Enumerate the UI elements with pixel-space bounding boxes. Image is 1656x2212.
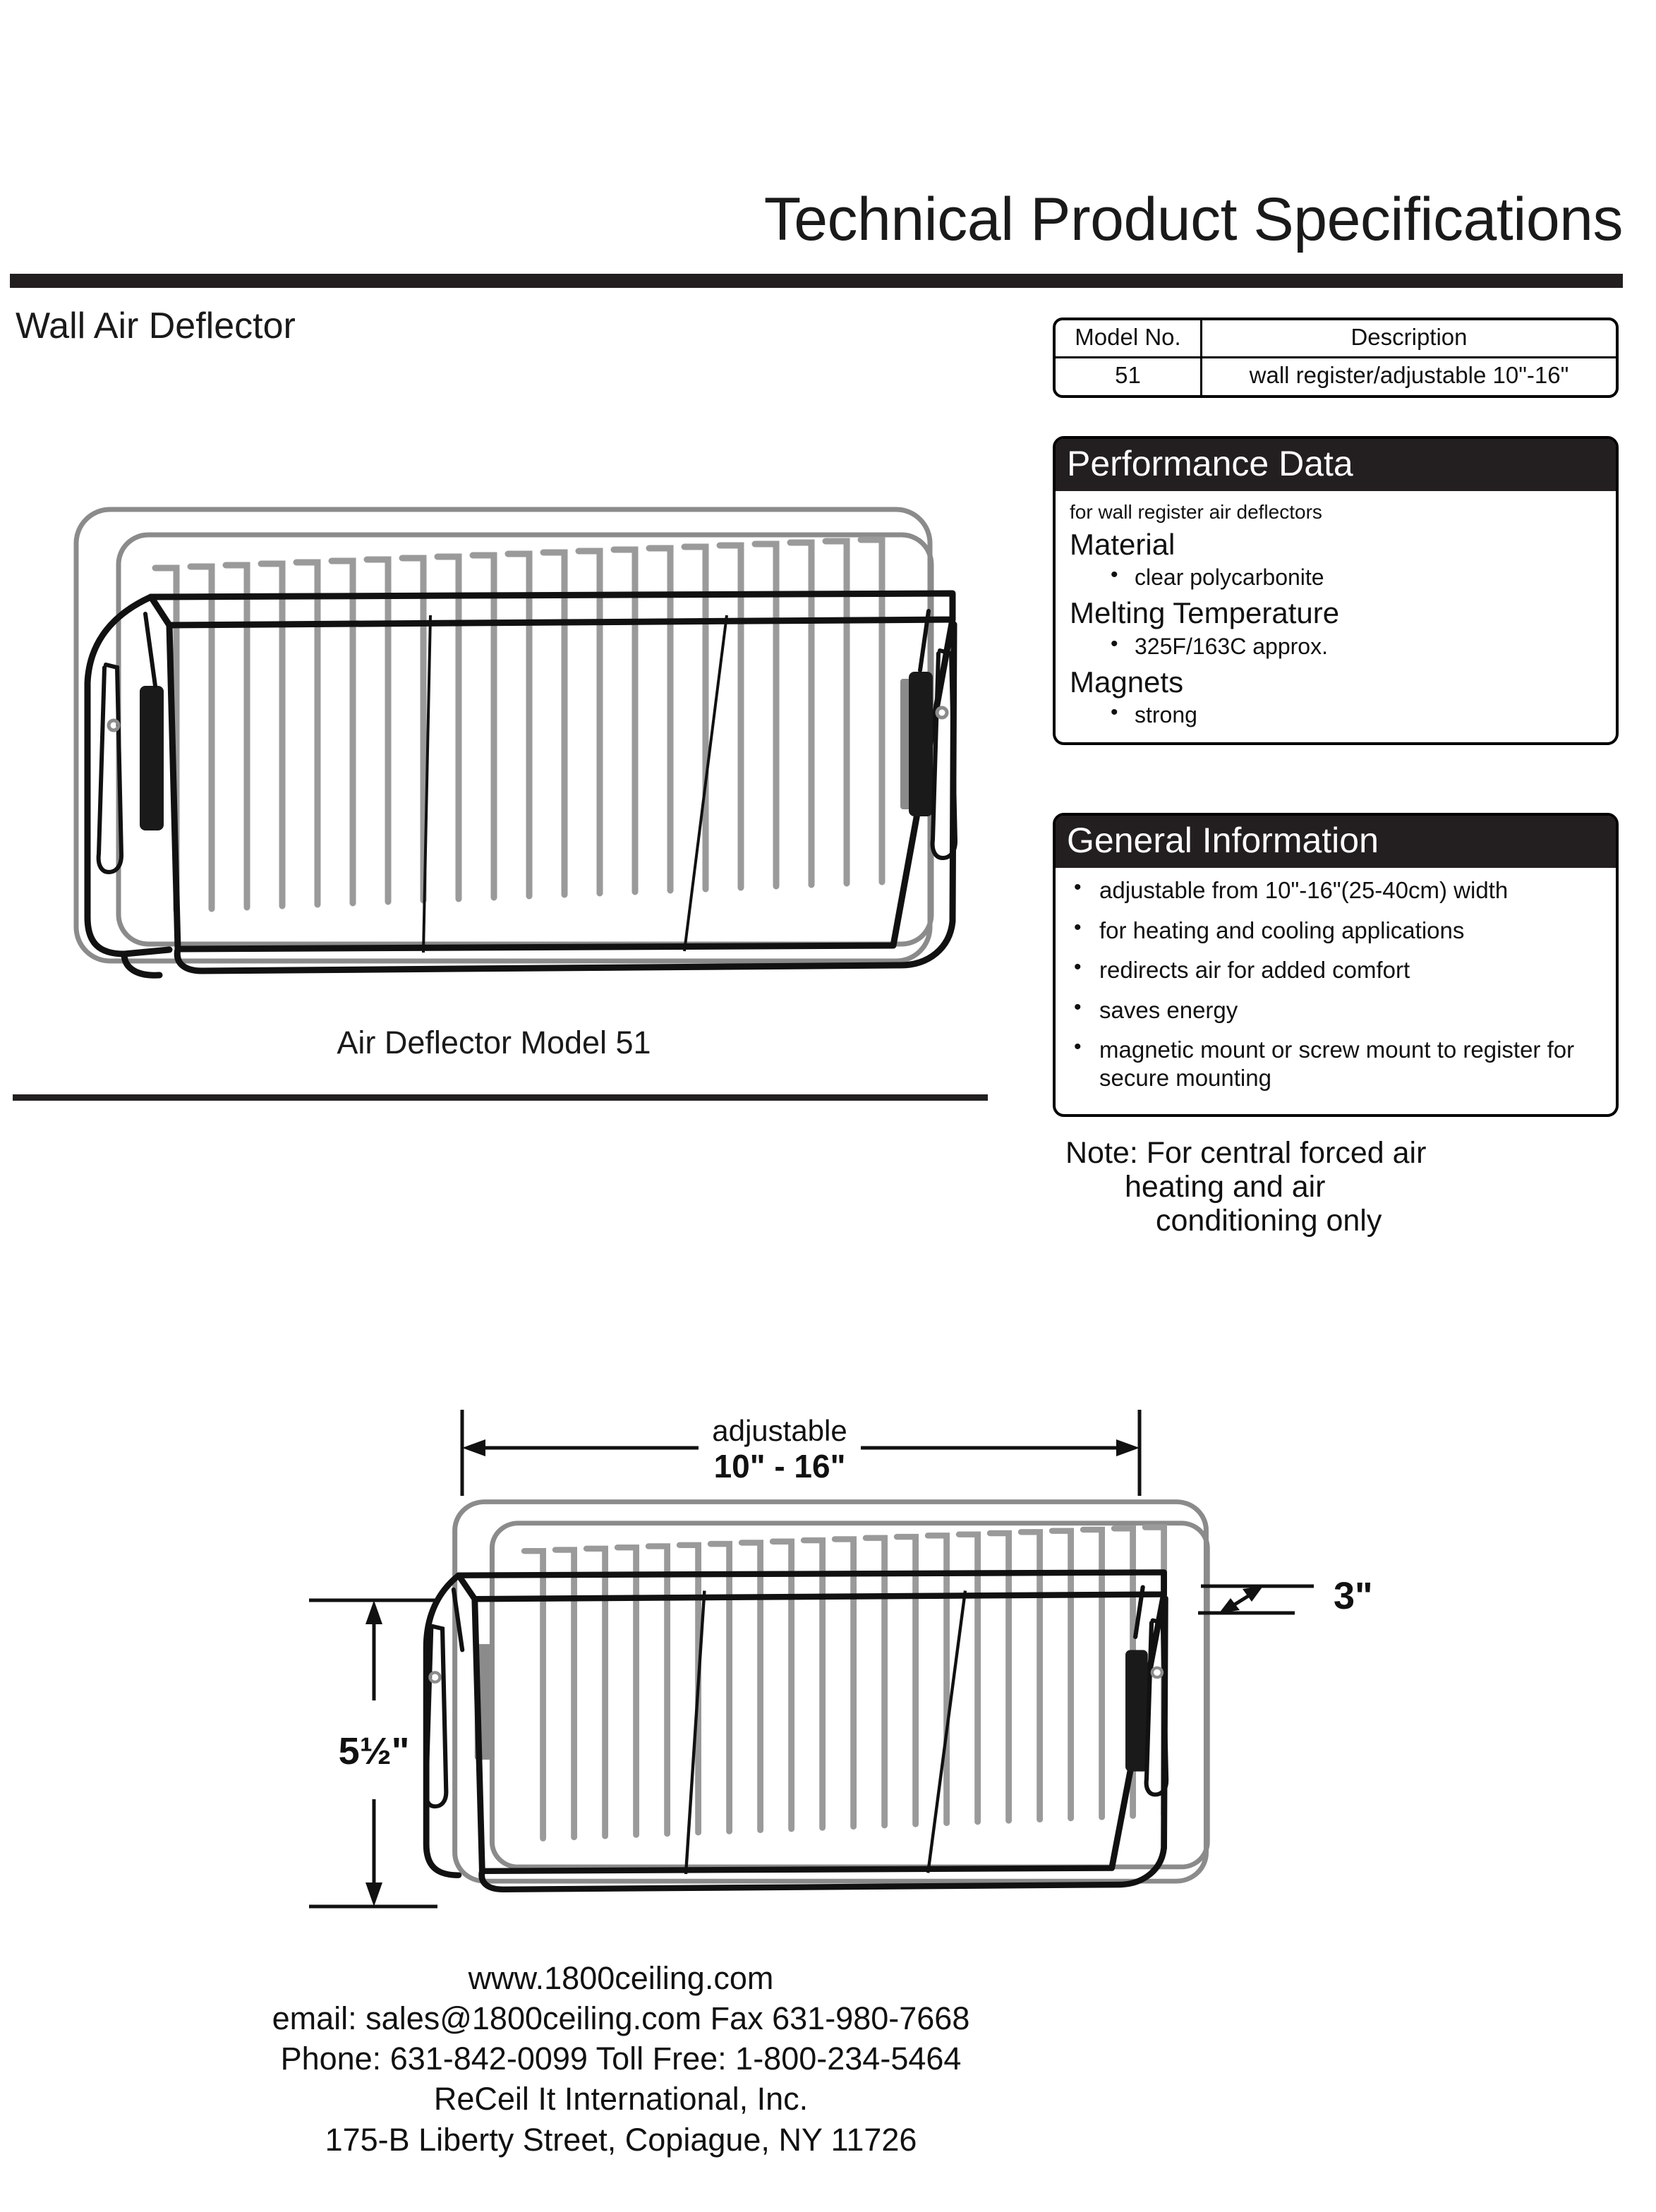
column-header-description: Description [1350, 324, 1468, 350]
height-arrow-bottom [365, 1882, 382, 1906]
usage-note-line-3: conditioning only [1156, 1204, 1382, 1238]
performance-data-body [1056, 491, 1616, 742]
general-information-title: General Information [1056, 816, 1616, 868]
performance-subtitle: for wall register air deflectors [1070, 501, 1322, 523]
general-information-panel [1053, 813, 1619, 1117]
cell-description: wall register/adjustable 10"-16" [1249, 362, 1569, 389]
footer-company: ReCeil It International, Inc. [433, 2081, 809, 2117]
width-arrow-right [1116, 1439, 1140, 1456]
hook-pivot-left [109, 720, 119, 730]
depth-arrow-lower [1219, 1598, 1240, 1613]
product-illustration-bottom-svg [303, 1404, 1468, 1962]
hook-pivot-right [937, 708, 947, 718]
list-item: • for heating and cooling applications [1071, 917, 1606, 945]
width-arrow-left [462, 1439, 485, 1456]
page-title: Technical Product Specifications [763, 186, 1623, 253]
header-divider-rule [10, 274, 1623, 288]
product-illustration-bottom [303, 1404, 1468, 1962]
general-information-list [1067, 876, 1606, 1092]
product-illustration-top-svg [56, 494, 988, 988]
table-header-row [1056, 320, 1616, 358]
width-label-line-2: 10" - 16" [713, 1448, 846, 1485]
spec-group-material-label: Material [1070, 528, 1175, 561]
width-label-line-1: adjustable [712, 1414, 847, 1447]
footer-address: 175-B Liberty Street, Copiague, NY 11726 [325, 2121, 917, 2158]
cell-model-no: 51 [1056, 358, 1202, 394]
table-row [1056, 358, 1616, 394]
spec-group-magnets-list [1067, 701, 1606, 730]
spec-group-melting-temperature-list [1067, 632, 1606, 661]
usage-note-line-1: Note: For central forced air [1065, 1136, 1427, 1170]
register-outer-frame [76, 509, 931, 961]
spec-group-melting-temperature-label: Melting Temperature [1070, 596, 1340, 630]
footer-phones: Phone: 631-842-0099 Toll Free: 1-800-234-5464 [280, 2041, 962, 2077]
footer-email-fax: email: sales@1800ceiling.com Fax 631-980-7668 [272, 2000, 970, 2037]
left-section-divider-rule [13, 1094, 988, 1101]
general-information-body [1056, 868, 1616, 1114]
spec-group-material-list [1067, 563, 1606, 592]
usage-note-line-2: heating and air [1125, 1170, 1326, 1204]
list-item: • clear polycarbonite [1111, 563, 1606, 592]
list-item: • 325F/163C approx. [1111, 632, 1606, 661]
performance-data-title: Performance Data [1056, 439, 1616, 491]
list-item: • strong [1111, 701, 1606, 730]
performance-data-panel [1053, 436, 1619, 745]
column-header-model-no: Model No. [1056, 320, 1202, 356]
list-item: • saves energy [1071, 996, 1606, 1025]
spec-group-magnets-label: Magnets [1070, 665, 1184, 699]
product-drawing-group [426, 1501, 1207, 1889]
footer-website: www.1800ceiling.com [468, 1960, 774, 1996]
model-table [1053, 318, 1619, 398]
footer-contact-block [0, 1958, 1242, 2160]
list-item: • magnetic mount or screw mount to register for secure mounting [1071, 1036, 1606, 1092]
list-item: • adjustable from 10"-16"(25-40cm) width [1071, 876, 1606, 905]
figure-caption-top: Air Deflector Model 51 [337, 1025, 651, 1060]
height-arrow-top [365, 1600, 382, 1624]
usage-note [1065, 1136, 1623, 1238]
height-label: 5½" [338, 1730, 410, 1772]
product-heading: Wall Air Deflector [16, 306, 296, 346]
deflector-adjuster-wires [423, 615, 727, 953]
list-item: • redirects air for added comfort [1071, 956, 1606, 984]
deflector-body [87, 593, 954, 975]
product-illustration-top [56, 494, 988, 988]
depth-label: 3" [1334, 1575, 1373, 1617]
